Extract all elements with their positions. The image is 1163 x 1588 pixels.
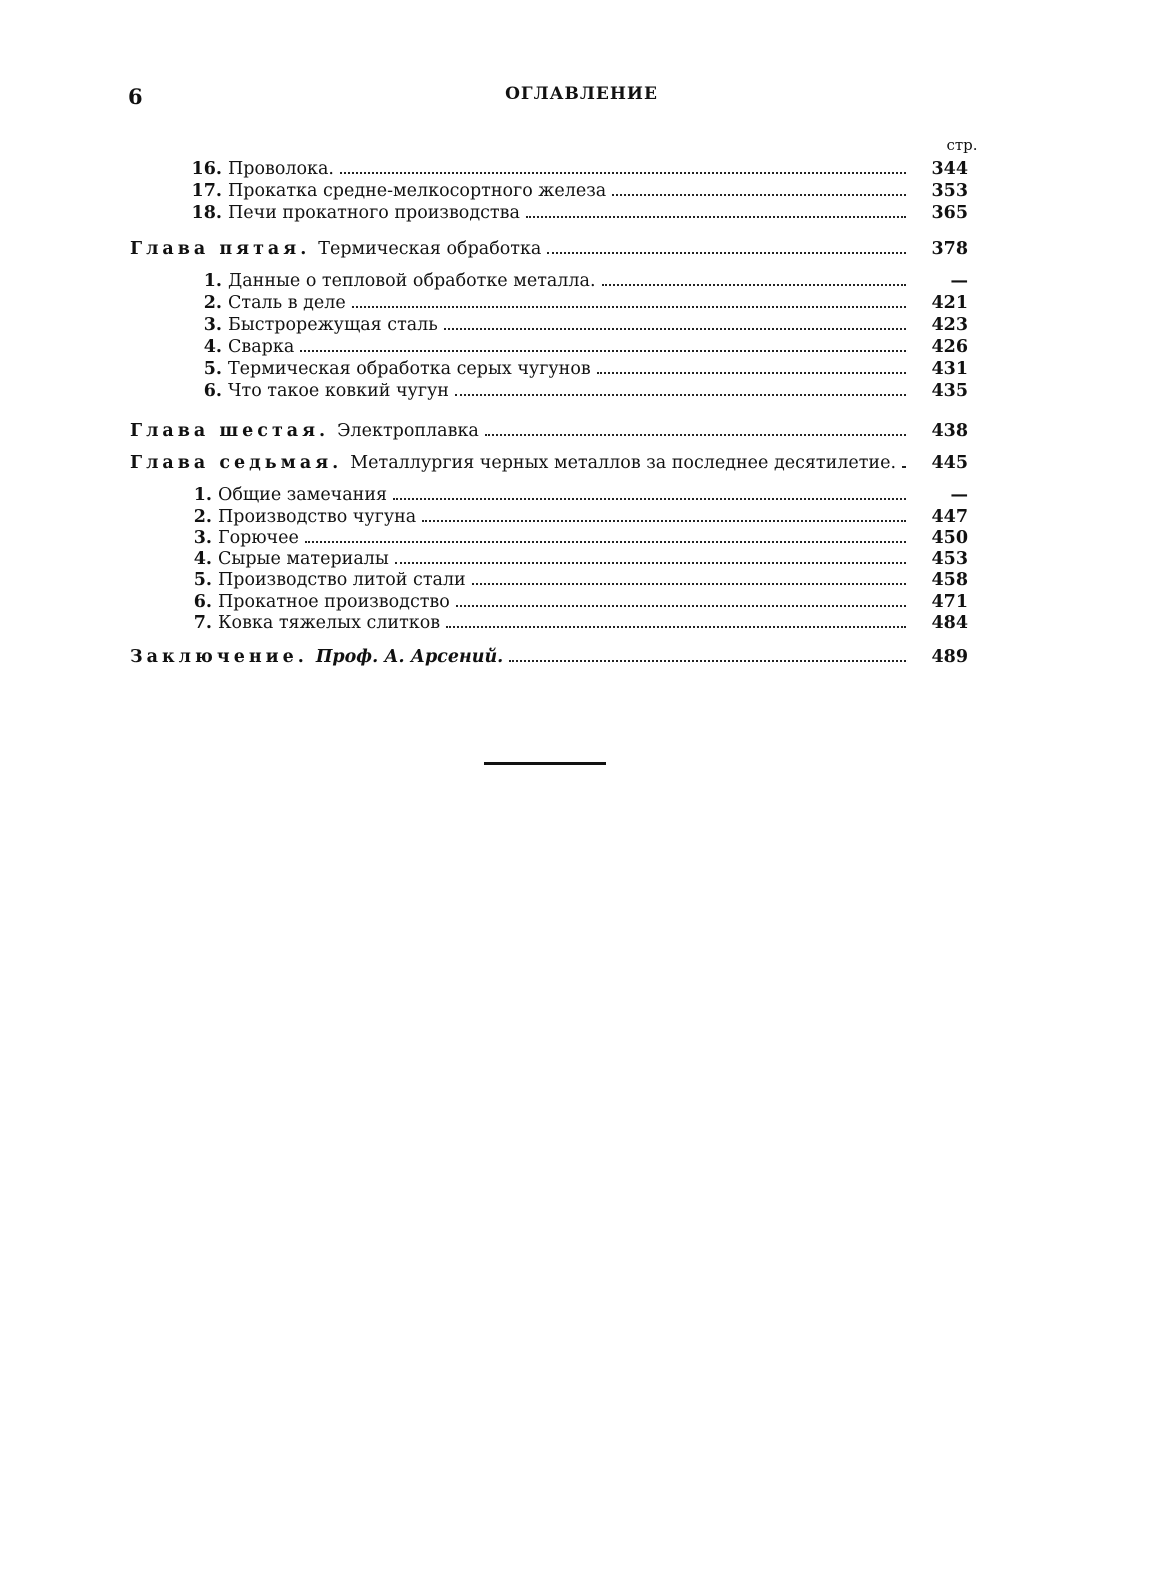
toc-chapter <box>130 238 968 260</box>
toc-item-number: 3. <box>193 528 212 548</box>
toc-item-page: 458 <box>931 570 968 590</box>
toc-item-page: 344 <box>931 159 968 179</box>
dot-leader <box>455 394 906 396</box>
toc-item-title: Данные о тепловой обработке металла. <box>228 271 596 291</box>
dot-leader <box>509 660 906 662</box>
dot-leader <box>305 541 906 543</box>
chapter-title <box>316 646 509 668</box>
toc-item-page: 426 <box>931 337 968 357</box>
chapter-label: Заключение. <box>130 647 308 667</box>
dot-leader <box>597 372 906 374</box>
toc-item-title: Что такое ковкий чугун <box>228 381 449 401</box>
toc-item-number: 17. <box>191 181 222 201</box>
toc-item-number: 16. <box>191 159 222 179</box>
toc-item-title: Сырые материалы <box>218 549 389 569</box>
toc-item-number: 7. <box>193 613 212 633</box>
toc-item <box>188 484 968 506</box>
toc-item-page: 447 <box>931 507 968 527</box>
toc-item-title: Общие замечания <box>218 485 388 505</box>
dot-leader <box>352 306 906 308</box>
toc-item-number: 4. <box>203 337 222 357</box>
toc-item <box>188 548 968 570</box>
toc-item <box>188 202 968 224</box>
toc-item-title: Термическая обработка серых чугунов <box>228 359 591 379</box>
toc-item-title: Ковка тяжелых слитков <box>218 613 441 633</box>
toc-item-title: Печи прокатного производства <box>228 203 520 223</box>
dot-leader <box>340 172 906 174</box>
chapter-title: Термическая обработка <box>318 239 542 259</box>
toc-item-title: Производство чугуна <box>218 507 417 527</box>
toc-item-number: 6. <box>193 592 212 612</box>
toc-item <box>188 358 968 380</box>
toc-item <box>188 158 968 180</box>
toc-item-page: 450 <box>931 528 968 548</box>
toc-item-title: Горючее <box>218 528 299 548</box>
toc-item <box>188 270 968 292</box>
toc-item <box>188 336 968 358</box>
toc-item-number: 2. <box>203 293 222 313</box>
page-column-heading: стр. <box>946 136 978 154</box>
toc-item-title: Проволока. <box>228 159 334 179</box>
toc-item-title: Производство литой стали <box>218 570 466 590</box>
toc-item-title: Сварка <box>228 337 295 357</box>
dot-leader <box>444 328 906 330</box>
toc-item-title: Сталь в деле <box>228 293 346 313</box>
chapter-label: Глава шестая. <box>130 421 330 441</box>
toc-item-page: 423 <box>931 315 968 335</box>
toc-item-page: 431 <box>931 359 968 379</box>
dot-leader <box>612 194 906 196</box>
running-title: ОГЛАВЛЕНИЕ <box>505 84 658 104</box>
toc-item-page: — <box>950 485 968 505</box>
toc-item-title: Быстрорежущая сталь <box>228 315 438 335</box>
chapter-label: Глава седьмая. <box>130 453 343 473</box>
dot-leader <box>422 520 906 522</box>
dot-leader <box>602 284 906 286</box>
toc-item <box>188 612 968 634</box>
chapter-page: 378 <box>931 239 968 259</box>
toc-item-number: 18. <box>191 203 222 223</box>
dot-leader <box>902 466 906 468</box>
toc-item <box>188 292 968 314</box>
toc-item-number: 2. <box>193 507 212 527</box>
dot-leader <box>485 434 906 436</box>
toc-item-number: 4. <box>193 549 212 569</box>
toc-item-number: 1. <box>203 271 222 291</box>
toc-item-page: 484 <box>931 613 968 633</box>
toc-item-page: 421 <box>931 293 968 313</box>
toc-item-page: — <box>950 271 968 291</box>
toc-item <box>188 591 968 613</box>
toc-chapter <box>130 420 968 442</box>
dot-leader <box>456 605 906 607</box>
toc-item-page: 365 <box>931 203 968 223</box>
chapter-label: Глава пятая. <box>130 239 311 259</box>
toc-chapter <box>130 452 968 474</box>
chapter-author: Проф. А. Арсений. <box>315 647 504 667</box>
toc-item-number: 5. <box>203 359 222 379</box>
toc-item <box>188 380 968 402</box>
toc-item-number: 1. <box>193 485 212 505</box>
dot-leader <box>300 350 906 352</box>
dot-leader <box>446 626 906 628</box>
toc-item-page: 353 <box>931 181 968 201</box>
toc-item-page: 471 <box>931 592 968 612</box>
toc-item-number: 3. <box>203 315 222 335</box>
dot-leader <box>472 583 906 585</box>
toc-chapter <box>130 646 968 668</box>
dot-leader <box>395 562 906 564</box>
dot-leader <box>547 252 906 254</box>
chapter-page: 489 <box>931 647 968 667</box>
toc-item-title: Прокатка средне-мелкосортного железа <box>228 181 607 201</box>
dot-leader <box>393 498 906 500</box>
toc-item-page: 435 <box>931 381 968 401</box>
toc-item-page: 453 <box>931 549 968 569</box>
chapter-title: Электроплавка <box>337 421 479 441</box>
toc-item <box>188 506 968 528</box>
toc-item <box>188 527 968 549</box>
toc-item <box>188 180 968 202</box>
toc-item-number: 6. <box>203 381 222 401</box>
toc-item <box>188 569 968 591</box>
toc-item-number: 5. <box>193 570 212 590</box>
chapter-page: 445 <box>931 453 968 473</box>
end-rule <box>484 762 606 765</box>
chapter-title: Металлургия черных металлов за последнее десятилетие. <box>350 453 897 473</box>
toc-item <box>188 314 968 336</box>
chapter-page: 438 <box>931 421 968 441</box>
page-number: 6 <box>128 84 143 109</box>
dot-leader <box>526 216 906 218</box>
toc-item-title: Прокатное производство <box>218 592 450 612</box>
